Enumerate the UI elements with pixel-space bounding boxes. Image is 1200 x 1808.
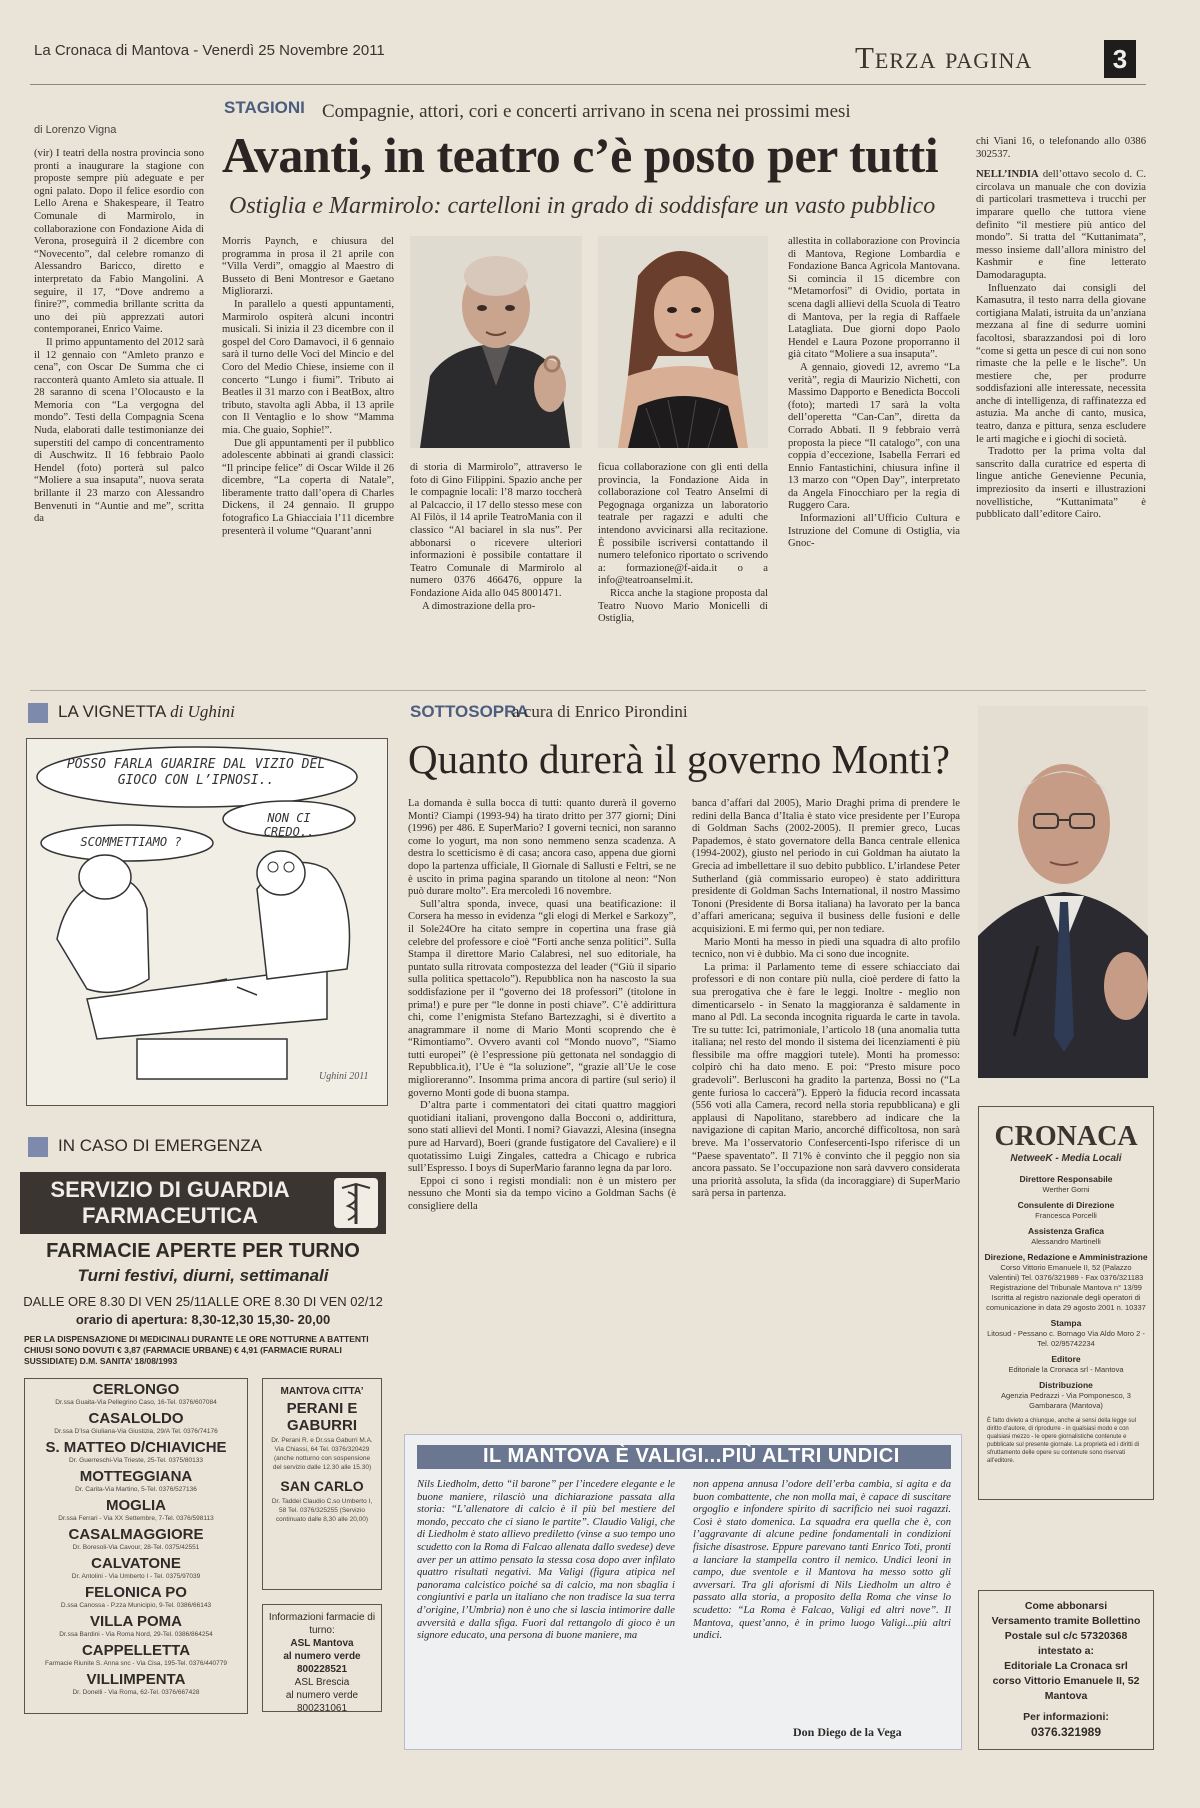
- pharmacy-address: Dr. Antolini - Via Umberto I - Tel. 0375/97039: [71, 1573, 201, 1580]
- subscription-box: [978, 1590, 1154, 1750]
- pharmacy-address: Dr. Donelli - Via Roma, 62-Tel. 0376/667428: [72, 1689, 200, 1696]
- paragraph: Informazioni all’Ufficio Cultura e Istruzione del Comune di Ostiglia, via Gnoc-: [788, 513, 960, 550]
- colophon-label: Direzione, Redazione e Amministrazione: [984, 1252, 1148, 1262]
- paragraph: Ricca anche la stagione proposta dal Teatro Nuovo Mario Monicelli di Ostiglia,: [598, 587, 768, 625]
- portrait-illustration: [598, 236, 768, 448]
- pharmacy-name: CASALOLDO: [88, 1410, 184, 1427]
- sancarlo-address: Dr. Taddei Claudio C.so Umberto I, 58 Tel. 0376/325255 (Servizio continuato dalle 8,30 alle 20,00): [271, 1498, 373, 1523]
- photo-benedicta-boccoli: [598, 236, 768, 448]
- pharmacy-name: CASALMAGGIORE: [68, 1526, 204, 1543]
- colophon-label: Consulente di Direzione: [1017, 1200, 1115, 1210]
- colophon-label: Editore: [1051, 1354, 1081, 1364]
- subscription-line: Come abbonarsi: [1024, 1600, 1108, 1612]
- subscription-line: intestato a:: [1037, 1645, 1094, 1657]
- paragraph: Morris Paynch, e chiusura del programma in prosa il 21 aprile con “Villa Verdi”, omaggio al Maestro di Busseto di Beni Montresor e Gaetano Migliorarzi.: [222, 236, 394, 298]
- paragraph: banca d’affari dal 2005), Mario Draghi prima di prendere le redini della Banca d’Italia è stato vice presidente per l’Europa di Goldman Sachs (2002-2005). Il premier greco, Lucas Papademos, è stato governatore della Banca centrale ellenica (1994-2002), giusto nel periodo in cui Goldman ha aiutato la Grecia ad imbellettare il suo debito pubblico. L’irlandese Peter Sutherland (già commissario europeo) è stato addirittura presidente di Goldman Sachs International, il nostro Massimo Tononi (Presidente di Borsa italiana) ha lavorato per la banca d’affari americana; seguiva il business delle fusioni e delle acquisizioni. E mi fermo qui, per non tediare.: [692, 798, 960, 935]
- pharmacy-entry: [25, 1640, 247, 1669]
- paragraph: La domanda è sulla bocca di tutti: quanto durerà il governo Monti? Ciampi (1993-94) ha tirato dritto per 377 giorni; Dini (1996) per 486. E SuperMario? I governi tecnici, non saranno come lo yogurt, ma non sono nemmeno senza scadenza. A destra lo scetticismo è di casa; ancora caso, appena due giorni dopo la partenza ufficiale, Il Giornale di Sallusti e Feltri, se ne è uscito in prima pagina sparando un titolone al neon: “Non può durare molto”. Era mercoledì 16 novembre.: [408, 798, 676, 898]
- colophon-value: Litosud - Pessano c. Bornago Via Aldo Moro 2 - Tel. 02/95742234: [987, 1329, 1145, 1348]
- colophon-value: Editoriale la Cronaca srl - Mantova: [1008, 1365, 1124, 1374]
- colophon-label: Distribuzione: [1039, 1380, 1093, 1390]
- lead-subtitle: Ostiglia e Marmirolo: cartelloni in grado di soddisfare un vasto pubblico: [229, 193, 936, 219]
- paragraph: Influenzato dai consigli del Kamasutra, il testo narra della giovane cortigiana Malati, istruita da un’anziana mezzana al fine di sedurre uomini facoltosi, sbarazzandosi poi di loro “come si getta un pesce di cui non sono rimaste che la pelle e le lische”. Un mestiere che, per produrre soddisfazioni alle interessate, necessita anche di intelligenza, di raffinatezza ed astuzia. Ma anche di canto, musica, teatro, danza e pittura, senza escludere le arti magiche e i giochi di società.: [976, 282, 1146, 445]
- pharmacy-name: S. MATTEO D/CHIAVICHE: [45, 1439, 227, 1456]
- cartoon-frame: [26, 738, 388, 1106]
- paragraph: (vir) I teatri della nostra provincia sono pronti a inaugurare la stagione con proposte sempre più adeguate e per ogni palato. Dopo il felice esordio con Lello Arena e Shakespeare, il Teatro Comunale di Marmirolo, in collaborazione con Fondazione Aida di Verona, proseguirà il 2 dicembre con “Novecento”, dal celebre romanzo di Alessandro Baricco, diretto e interpretato da Fabio Mangolini. A seguire, il 17, “Dove andremo a finire?”, commedia brillante scritta da uno dei più apprezzati autori contemporanei, Enrico Vaime.: [34, 148, 204, 336]
- paragraph: Due gli appuntamenti per il pubblico adolescente abbinati ai grandi classici: “Il principe felice” di Oscar Wilde il 26 dicembre, “La coperta di Natale”, liberamente tratto dall’opera di Charles Dickens, il 24 gennaio. Il gruppo fotografico La Ghiacciaia l’11 dicembre presenterà il volume “Quarant’anni: [222, 437, 394, 537]
- paragraph: D’altra parte i commentatori dei citati quattro maggiori quotidiani italiani, provengono dalla Bocconi o, addirittura, sono stati allievi del Monti. I nomi? Giavazzi, Alesina (insegna pure ad Harvard), Boeri (grande fustigatore del Cavaliere) e il quotatissimo Luigi Zingales, cattedra a Chicago e rubrica sull’Espresso. I boys di SuperMario faranno legna da par loro.: [408, 1100, 676, 1175]
- masthead-date: La Cronaca di Mantova - Venerdì 25 Novembre 2011: [34, 42, 385, 59]
- page-number: 3: [1104, 40, 1136, 78]
- city-label: MANTOVA CITTA’: [280, 1386, 364, 1397]
- colophon-label: Assistenza Grafica: [1027, 1226, 1105, 1236]
- asl-line: 800231061: [296, 1703, 348, 1714]
- mantova-box: [404, 1434, 962, 1750]
- colophon-value: Werther Gorni: [1042, 1185, 1090, 1194]
- pharmacy-city-box: [262, 1378, 382, 1590]
- mantova-title: IL MANTOVA È VALIGI...PIÙ ALTRI UNDICI: [483, 1445, 900, 1467]
- paragraph: Eppoi ci sono i registi mondiali: non è un mistero per nessuno che Monti sia da tempo vicino a Goldman Sachs (è consigliere della: [408, 1175, 676, 1212]
- pharmacy-entry: [25, 1437, 247, 1466]
- pharmacy-name: CALVATONE: [91, 1555, 181, 1572]
- sottosopra-kicker: SOTTOSOPRA: [410, 702, 529, 721]
- pharmacy-title: [20, 1172, 386, 1234]
- subscription-line: Versamento tramite Bollettino: [991, 1615, 1141, 1627]
- bubble-1-text: POSSO FARLA GUARIRE DAL VIZIO DEL GIOCO CON L’IPNOSI..: [66, 757, 326, 788]
- paragraph: non appena annusa l’odore dell’erba cambia, si agita e da buon combattente, che non molla mai, è capace di suscitare orgoglio e infondere spirito di sacrificio nei suoi ragazzi. Così è stato domenica. La squadra era quella che è, con l’aggravante di alcune pedine fondamentali in condizioni fisiche disastrose. Eppure parevano tanti Enrico Toti, pronti a lanciare la stampella contro il nemico. Undici leoni in campo, due sventole e il Mantova ha messo sotto gli avversari. Tra gli aforismi di Nils Liedholm un altro è passato alla storia, a proposito della Roma che vinse lo scudetto: “La Roma è Falcao, Valigi ed altri nove”. Il Mantova, quest’anno, è in primo luogo Valigi...più altri undici.: [693, 1479, 951, 1642]
- lead-kicker: STAGIONI: [224, 98, 305, 117]
- pharmacy-entry: [25, 1495, 247, 1524]
- byline: di Lorenzo Vigna: [34, 124, 117, 136]
- sottosopra-title: Quanto durerà il governo Monti?: [408, 736, 950, 782]
- pharmacy-entry: [25, 1379, 247, 1408]
- colophon-value: Alessandro Martinelli: [1031, 1237, 1101, 1246]
- paragraph: Il primo appuntamento del 2012 sarà il 12 gennaio con “Amleto pranzo e cena”, con Oscar De Summa che ci racconterà quanto Amleto sia attuale. Il 28 saranno di scena l’Olocausto e la Memoria con “La vergogna del mondo”. Testi della Compagnia Scena Nuda, elaborati dalle testimonianze dei superstiti del campo di concentramento di Auschwitz. Il 16 febbraio Paolo Hendel (foto) porterà sul palco “Moliere a sua insaputa”, nuova serata brillante il 23 marzo con Alessandro Benvenuti in “Auntie and me”, scritta da: [34, 336, 204, 525]
- pharmacy-address: Dr.ssa D’Isa Giuliana-Via Giustizia, 29/A Tel. 0376/74176: [54, 1428, 218, 1435]
- mantova-column-1: [417, 1479, 675, 1745]
- pharmacy-name: MOGLIA: [106, 1497, 166, 1514]
- pharmacy-name: CERLONGO: [92, 1381, 180, 1398]
- pharmacy-subtitle: FARMACIE APERTE PER TURNO: [46, 1240, 360, 1262]
- pharmacy-entry: [25, 1582, 247, 1611]
- asl-line: 800228521: [296, 1664, 348, 1675]
- subscription-line: corso Vittorio Emanuele II, 52: [992, 1675, 1140, 1687]
- photo-mario-monti: [978, 706, 1148, 1078]
- emergenza-header: [28, 1136, 262, 1157]
- paragraph: di storia di Marmirolo”, attraverso le foto di Gino Filippini. Spazio anche per le compagnie locali: l’8 marzo toccherà al Palcaccio, il 17 dello stesso mese con Al Filòs, il 14 aprile TeatroMania con il classico “Al baciarel in sla nus”. Per abbonarsi o ricevere ulteriori informazioni è possibile contattare il Teatro Comunale di Marmirolo al numero 0376 466476, oppure la Fondazione Aida allo 045 8001471.: [410, 462, 582, 599]
- cronaca-logo: CRONACA: [994, 1121, 1138, 1152]
- paragraph: La prima: il Parlamento teme di essere schiacciato dai professori e di non contare più nulla, cioè perdere di fatto la sua prerogativa che è fare le leggi. Inoltre - meglio non dimenticarselo - in Senato la maggioranza è saldamente in mano al Pdl. La seconda incognita riguarda le carte in tavola. Tre su tutte: Ici, patrimoniale, l’articolo 18 (una anomalia tutta italiana; nel resto del mondo il sistema dei licenziamenti è più flessibile ma offre maggiori tutele). Monti ha promesso: colpirò chi ha dato meno. E poi: “Presto misure poco gradevoli”. Berlusconi ha gradito la partenza, Bossi no (“La gente furiosa lo caccerà”). Epperò la fiducia record incassata (556 voti alla Camera, record nella storia repubblicana) e gli applausi di Napolitano, starebbero ad indicare che la navigazione di capitan Mario, ancorché difficoltosa, non sarà breve. Ma l’osservatorio Confesercenti-Ispo riferisce di un “Paese spaventato”. Il 71% è convinto che il peggio non sia ancora passato. Se l’occupazione non sarà davvero considerata una priorità assoluta, la sfida (da incoraggiare) di SuperMario sarà persa in partenza.: [692, 961, 960, 1200]
- cronaca-disclaimer: È fatto divieto a chiunque, anche ai sensi della legge sul diritto d’autore, di riprodurre - in qualsiasi modo e con qualsiasi mezzo - le opere giornalistiche contenute e pubblicate sul presente giornale. La proprietà ed i diritti di sfruttamento delle opere su contenute sono riservati all’editore.: [987, 1418, 1140, 1464]
- pharmacy-address: Dr. Carita-Via Martino, 5-Tel. 0376/527136: [75, 1486, 197, 1493]
- header-rule: [30, 84, 1146, 85]
- asl-line: Informazioni farmacie di turno:: [268, 1612, 376, 1636]
- pharmacy-address: Dr.ssa Bardini - Via Roma Nord, 29-Tel. 0386/864254: [59, 1631, 213, 1638]
- sottosopra-column-1: [408, 798, 676, 1418]
- paragraph: [976, 169, 1146, 282]
- pharmacy-address: Dr.ssa Ferrari - Via XX Settembre, 7-Tel. 0376/598113: [58, 1515, 214, 1522]
- pharmacy-name: MOTTEGGIANA: [79, 1468, 193, 1485]
- asl-line: al numero verde: [283, 1651, 361, 1662]
- emergenza-label: IN CASO DI EMERGENZA: [58, 1136, 263, 1155]
- colophon-value: Agenzia Pedrazzi - Via Pomponesco, 3 Gambarara (Mantova): [1001, 1391, 1131, 1410]
- sottosopra-author: a cura di Enrico Pirondini: [512, 702, 688, 721]
- subscription-line: Per informazioni:: [1023, 1711, 1109, 1723]
- colophon-value: Francesca Porcelli: [1035, 1211, 1097, 1220]
- colophon-rows: [979, 1174, 1153, 1411]
- lead-column-6: [976, 136, 1146, 676]
- subscription-phone: 0376.321989: [1030, 1725, 1102, 1739]
- pharmacy-entry: [25, 1611, 247, 1640]
- subscription-line: Postale sul c/c 57320368: [1004, 1630, 1128, 1642]
- photo-paolo-hendel: [410, 236, 582, 448]
- lead-title: Avanti, in teatro c’è posto per tutti: [222, 127, 939, 183]
- pharmacy-name: VILLIMPENTA: [86, 1671, 186, 1688]
- paragraph-text: dell’ottavo secolo d. C. circolava un manuale che con dovizia di particolari trasmetteva i trucchi per imparare quello che tuttora viene definito “il mestiere più antico del mondo”. Si tratta del “Kuttanimata”, messo insieme dall’allora ministro del Kashmir e fine letterato Damodaragupta.: [976, 169, 1146, 281]
- cartoon-signature: Ughini 2011: [319, 1071, 369, 1082]
- pharmacy-entry: [25, 1669, 247, 1698]
- pharmacy-dates: DALLE ORE 8.30 DI VEN 25/11ALLE ORE 8.30 DI VEN 02/12: [23, 1294, 383, 1309]
- cartoon-illustration: [27, 739, 387, 1105]
- pharmacy-entry: [25, 1408, 247, 1437]
- caduceus-svg: [334, 1178, 378, 1228]
- lead-column-1: [34, 148, 204, 676]
- lead-column-2: [222, 236, 394, 676]
- sancarlo-name: SAN CARLO: [280, 1478, 364, 1494]
- lead-column-5: [788, 236, 960, 676]
- pharmacy-address: Farmacie Riunite S. Anna snc - Via Cisa, 195-Tel. 0376/440779: [45, 1660, 227, 1667]
- section-title: Terza pagina: [855, 40, 1033, 75]
- pharmacy-title-text: SERVIZIO DI GUARDIA FARMACEUTICA: [50, 1177, 290, 1228]
- asl-line: al numero verde: [285, 1690, 359, 1701]
- paragraph: allestita in collaborazione con Provincia di Mantova, Regione Lombardia e Fondazione Banca Agricola Mantovana. Si comincia il 15 dicembre con “Metamorfosi” di Ovidio, portata in scena dagli allievi della Scuola di Teatro di Mantova, per la regia di Raffaele Latagliata. Due giorni dopo Paolo Hendel e Laura Pozone proporranno il già citato “Moliere a sua insaputa”.: [788, 236, 960, 361]
- pharmacy-hours: orario di apertura: 8,30-12,30 15,30- 20,00: [75, 1312, 331, 1327]
- pharmacy-entry: [25, 1524, 247, 1553]
- sottosopra-column-2: [692, 798, 960, 1418]
- lead-column-4: [598, 462, 768, 676]
- portrait-illustration: [410, 236, 582, 448]
- asl-line: ASL Brescia: [294, 1677, 350, 1688]
- pharmacy-subtitle-2: Turni festivi, diurni, settimanali: [77, 1266, 329, 1285]
- bubble-2-text: NON CI CREDO..: [263, 811, 315, 839]
- lead-kicker-text: Compagnie, attori, cori e concerti arrivano in scena nei prossimi mesi: [322, 101, 851, 122]
- caduceus-icon: [334, 1178, 378, 1228]
- paragraph: Tradotto per la prima volta dal sanscrito dalla curatrice ed esperta di lingue antiche Genevienne Pecunia, impreziosito da inserti e illustrazioni novellistiche, “Kuttanimata” è pubblicato dall’editore Cairo.: [976, 446, 1146, 521]
- portrait-illustration: [978, 706, 1148, 1078]
- bubble-3-text: SCOMMETTIAMO ?: [80, 835, 182, 849]
- paragraph: Sull’altra sponda, invece, quasi una beatificazione: il Corsera ha messo in evidenza “gli elogi di Merkel e Sarkozy”, il Sole24Ore ha citato sempre in copertina una frase già celebre del professore e cioè “Forti anche senza politici”. Sulla Stampa il direttore Mario Calabresi, nel suo editoriale, ha puntato sulla ritrovata compostezza del leader (“Giù il sipario sulla politica spettacolo”). Repubblica non ha nascosto la sua soddisfazione per il “governo dei 18 professori” (titolone in prima!) e pure per “le donne in posti chiave”. C’è addirittura chi, come l’enigmista Stefano Bartezzaghi, si è divertito a anagrammare il nome di Mario Monti scoprendo che è “Rimontiamo”. Ovvero avanti col “Mondo nuovo”, “Siamo tutti europei” (è l’espressione più gettonata nel sondaggio di Repubblica.it), l’Ue è “la soluzione”, “grazie all’Ue le cose miglioreranno”. Insomma prima ancora di partire (sul serio) il governo Monti gode di buona stampa.: [408, 898, 676, 1099]
- paragraph: Nils Liedholm, detto “il barone” per l’incedere elegante e le buone maniere, rilasciò una dichiarazione passata alla storia: “L’allenatore di calcio è il più bel mestiere del mondo, peccato che ci siano le partite”. Claudio Valigi, che di Liedholm è stato allievo prediletto (vinse a suo tempo uno scudetto con la Roma di Falcao allenata dallo svedese) deve aver per un attimo pensato la stessa cosa dopo aver infilato quattro risultati negativi. Ma Valigi (figura atipica nel panorama calcistico poiché sa di calcio, ma non sbaglia i congiuntivi e parla un italiano che non tradisce la sua terra d’origine, l’Umbria) non è uno che si lascia intimorire dalle avversità e dalla sfiga. Fuori dal rettangolo di gioco è un signore educato, una persona di buone maniere, ma: [417, 1479, 675, 1642]
- asl-info-box: [262, 1604, 382, 1712]
- subscription-line: Editoriale La Cronaca srl: [1004, 1660, 1128, 1672]
- pharmacy-name: FELONICA PO: [85, 1584, 187, 1601]
- pharmacy-name: CAPPELLETTA: [81, 1642, 191, 1659]
- vignetta-label: LA VIGNETTA: [58, 702, 166, 721]
- colophon-label: Stampa: [1050, 1318, 1082, 1328]
- paragraph: ficua collaborazione con gli enti della provincia, la Fondazione Aida in collaborazione col Teatro Anselmi di Pegognaga organizza un laboratorio teatrale per ragazzi e adulti che intendono avvicinarsi alla recitazione. È possibile iscriversi contattando il numero telefonico riportato o scrivendo a: formazione@f-aida.it o a info@teatroanselmi.it.: [598, 462, 768, 587]
- pharmacy-entry: [25, 1553, 247, 1582]
- cronaca-tagline: NetweeK - Media Locali: [1010, 1153, 1122, 1164]
- city-pharmacy-address: Dr. Perani R. e Dr.ssa Gaburri M.A. Via Chiassi, 64 Tel. 0376/320429 (anche notturno con sospensione del servizio dalle 12.30 alle 15.30): [271, 1437, 373, 1471]
- section-marker-icon: [28, 1137, 48, 1157]
- pharmacy-entry: [25, 1466, 247, 1495]
- mantova-column-2: [693, 1479, 951, 1719]
- lead-column-3: [410, 462, 582, 676]
- pharmacy-note: PER LA DISPENSAZIONE DI MEDICINALI DURANTE LE ORE NOTTURNE A BATTENTI CHIUSI SONO DOVUTI € 3,87 (FARMACIE URBANE) € 4,91 (FARMACIE RURALI SUSSIDIATE) D.M. SANITA’ 18/08/1993: [24, 1334, 369, 1366]
- asl-line: ASL Mantova: [290, 1638, 354, 1649]
- paragraph: A gennaio, giovedì 12, avremo “La verità”, regia di Maurizio Nichetti, con Massimo Dapporto e Benedicta Boccoli (foto); martedì 17 sarà la volta dell’operetta “Can-Can”, diretta da Corrado Abbati. Il 9 febbraio verrà proposta la piece “Il catalogo”, con una coppia d’eccezione, Isabella Ferrari ed Ennio Fantastichini, chiusura infine il 13 marzo con “Open Day”, interpretato da Angela Finocchiaro per la regia di Ruggero Cara.: [788, 361, 960, 512]
- pharmacy-address: D.ssa Canossa - P.zza Municipio, 9-Tel. 0386/66143: [60, 1602, 212, 1609]
- colophon-label: Direttore Responsabile: [1019, 1174, 1113, 1184]
- paragraph: A dimostrazione della pro-: [422, 600, 536, 612]
- pharmacy-address: Dr. Guerreschi-Via Trieste, 25-Tel. 0375/80133: [69, 1457, 203, 1464]
- pharmacy-address: Dr.ssa Guaita-Via Pellegrino Caso, 16-Tel. 0376/607084: [55, 1399, 217, 1406]
- pharmacy-address: Dr. Boresoli-Via Cavour, 28-Tel. 0375/42551: [72, 1544, 200, 1551]
- section-marker-icon: [28, 703, 48, 723]
- colophon-value: Corso Vittorio Emanuele II, 52 (Palazzo Valentini) Tel. 0376/321989 - Fax 0376/321183 Registrazione del Tribunale Mantova n° 13/99 Iscritta al registro nazionale degli operatori di comunicazione in data 29 agosto 2001 n. 10337: [986, 1263, 1146, 1312]
- subscription-line: Mantova: [1044, 1690, 1088, 1702]
- section-rule: [30, 690, 1146, 691]
- vignetta-header: [28, 702, 235, 723]
- pharmacy-name: VILLA POMA: [90, 1613, 182, 1630]
- paragraph: In parallelo a questi appuntamenti, Marmirolo ospiterà alcuni incontri musicali. Si inizia il 23 dicembre con il gospel del Coro Damavoci, il 6 gennaio sarà il turno delle Voci del Mincio e del Coro del Medio Chiese, insieme con il concerto “Lungo i fiumi”. Tributo ai Beatles il 31 marzo con i BeatBox, altro tributo, stavolta agli Abba, il 13 aprile con Il Ventaglio e lo show “Mamma mia. Che guaio, Sophie!”.: [222, 298, 394, 436]
- mantova-signature: Don Diego de la Vega: [793, 1725, 902, 1739]
- cronaca-colophon: [978, 1106, 1154, 1500]
- city-pharmacy-name: PERANI E GABURRI: [286, 1400, 358, 1434]
- paragraph: chi Viani 16, o telefonando allo 0386 302537.: [976, 136, 1146, 160]
- paragraph: Mario Monti ha messo in piedi una squadra di alto profilo tecnico, non vi è dubbio. Ma ci sono due incognite.: [692, 936, 960, 961]
- vignetta-author: di Ughini: [170, 702, 235, 721]
- paragraph-kicker: NELL’INDIA: [976, 169, 1039, 181]
- pharmacy-list: [24, 1378, 248, 1714]
